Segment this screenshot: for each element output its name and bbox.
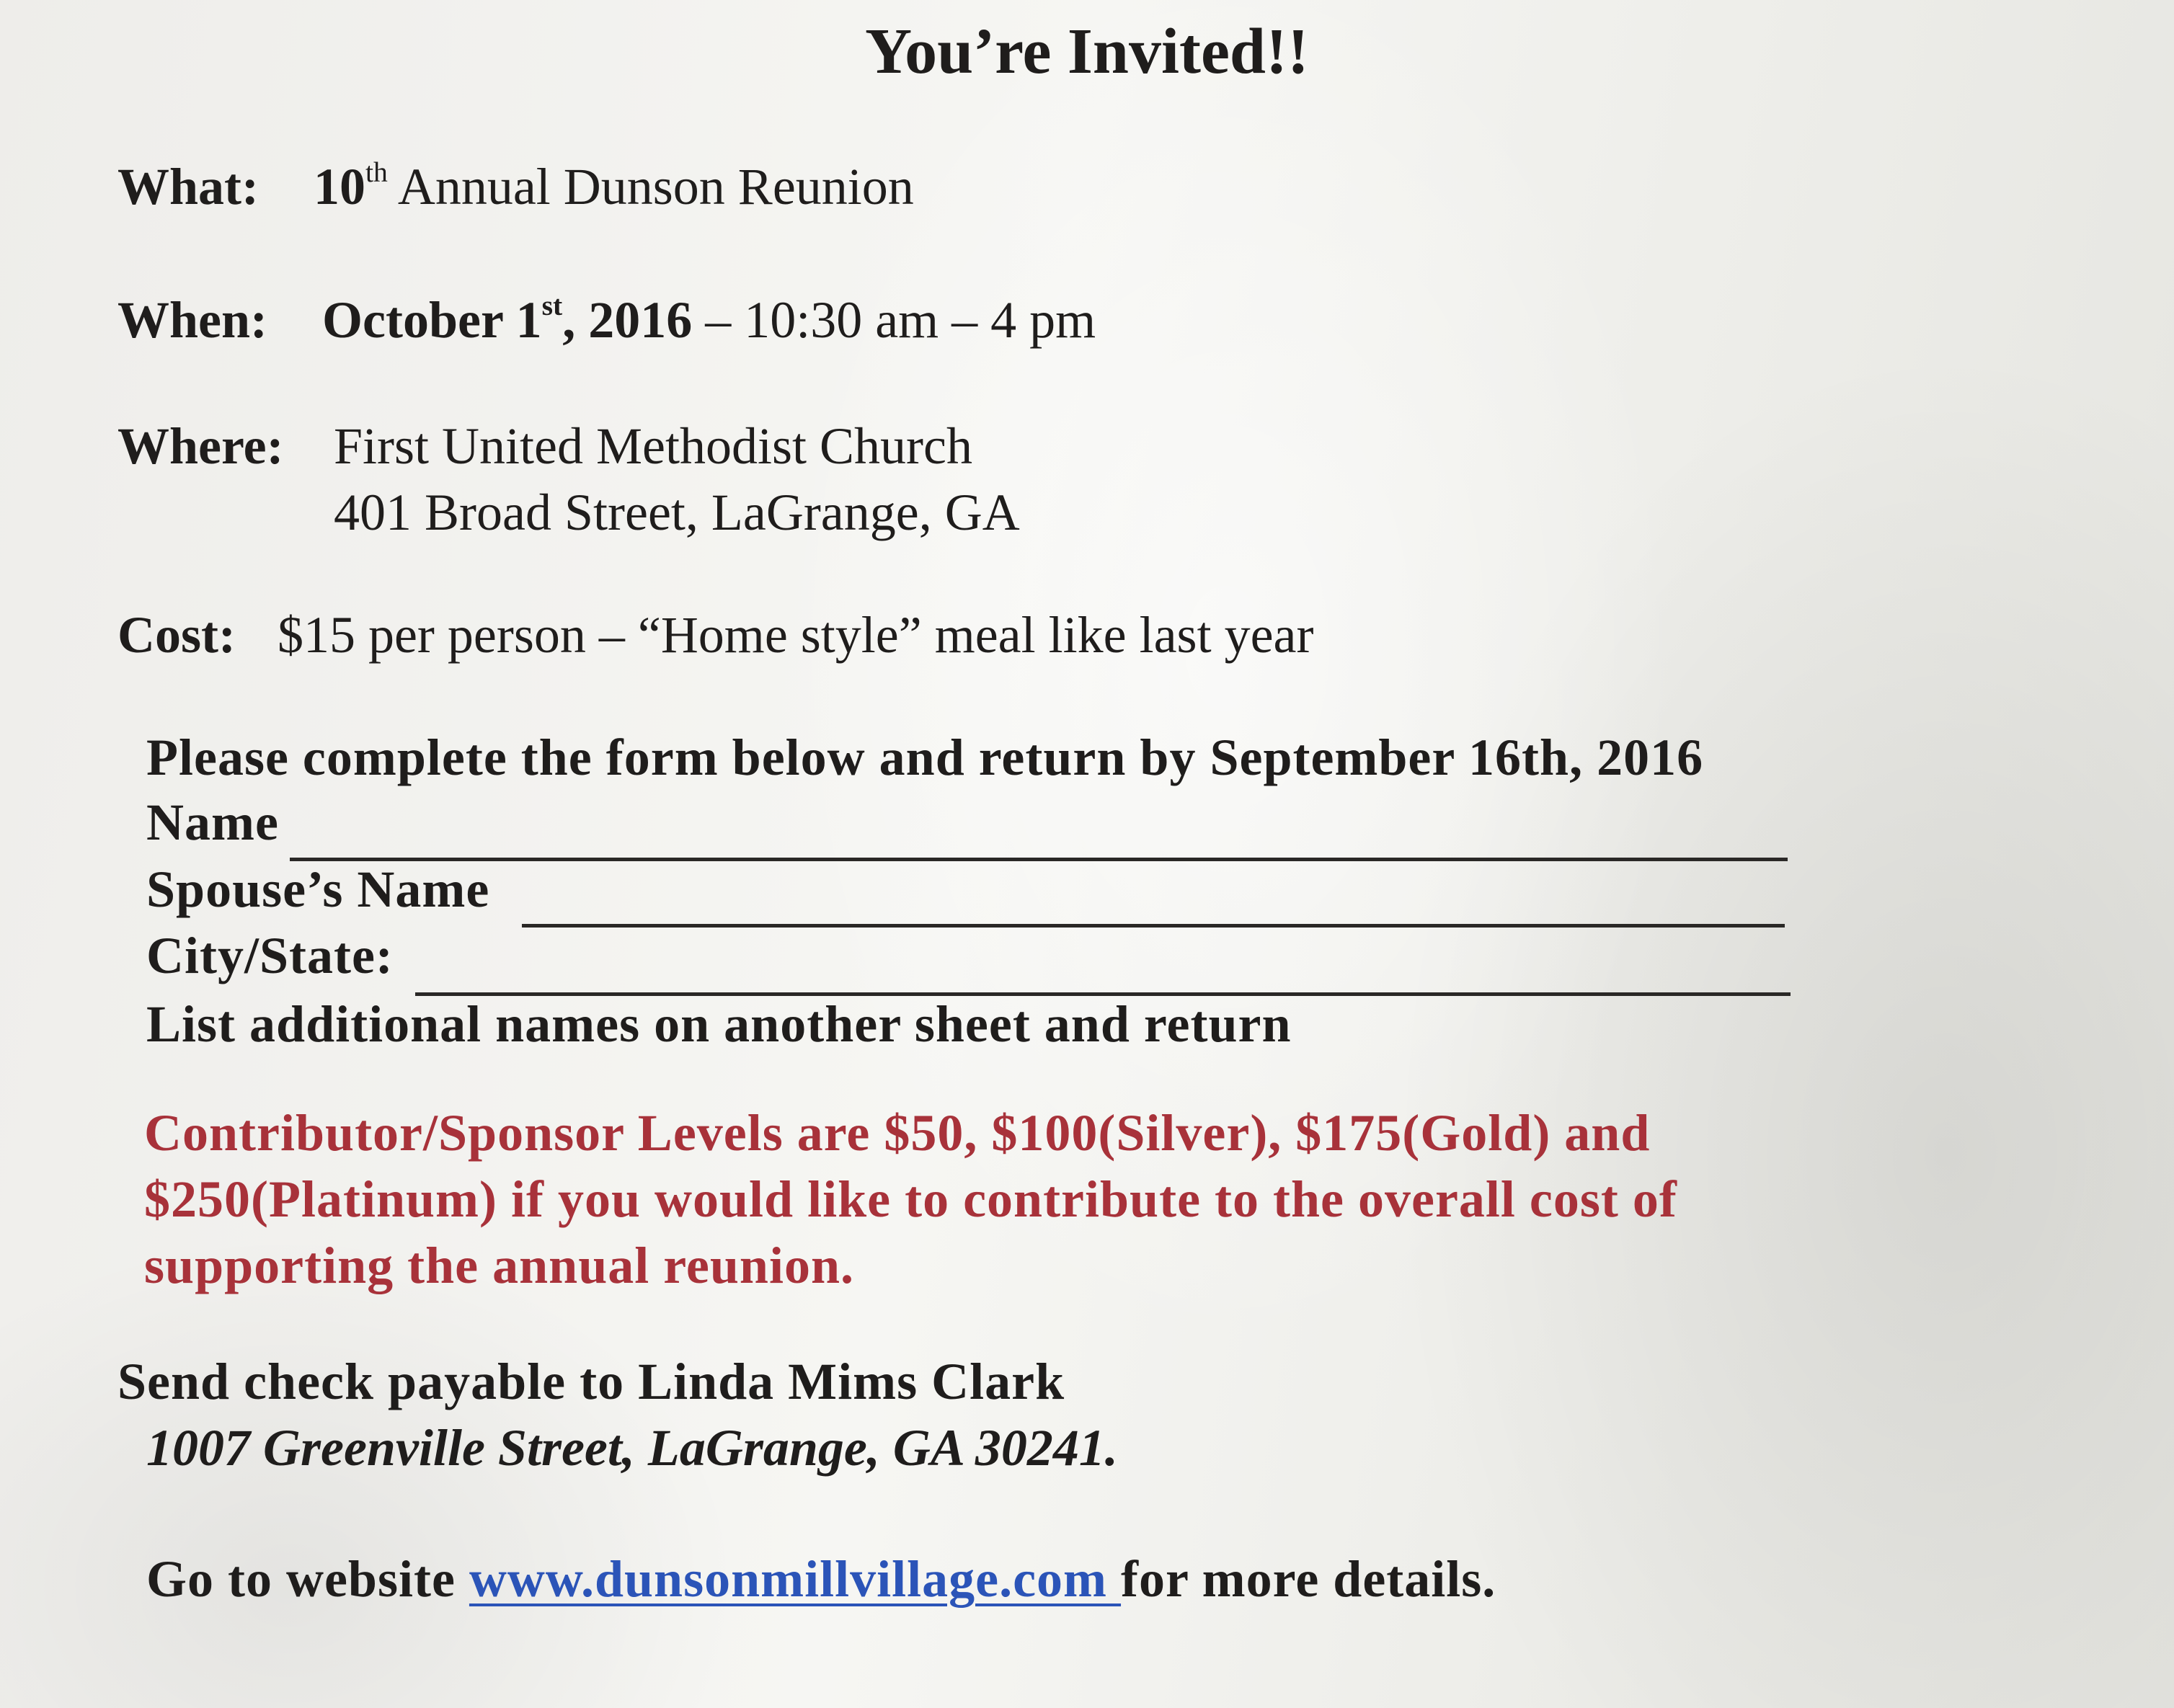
spouse-name-field[interactable] (522, 924, 1785, 928)
when-year: , 2016 (562, 291, 693, 349)
when-date-suffix: st (541, 290, 563, 322)
name-field[interactable] (290, 858, 1788, 861)
website-prefix: Go to website (146, 1550, 469, 1608)
cost-line (117, 605, 1313, 665)
where-line (117, 417, 284, 476)
what-ordinal-suffix: th (365, 156, 388, 189)
invitation-title: You’re Invited!! (865, 16, 1309, 87)
website-line (146, 1549, 1496, 1609)
form-instruction: Please complete the form below and return by September 16th, 2016 (146, 729, 1704, 786)
when-time: – 10:30 am – 4 pm (705, 291, 1096, 349)
what-line (117, 157, 914, 217)
website-suffix: for more details. (1121, 1550, 1496, 1608)
where-label: Where: (117, 417, 284, 475)
spouse-name-label: Spouse’s Name (146, 860, 490, 918)
contributor-line2: $250(Platinum) if you would like to contribute to the overall cost of (144, 1170, 1677, 1228)
when-line (117, 290, 1096, 350)
contributor-line1: Contributor/Sponsor Levels are $50, $100(Silver), $175(Gold) and (144, 1104, 1651, 1162)
when-label: When: (117, 291, 268, 349)
where-line1: First United Methodist Church (334, 417, 972, 475)
payment-line: Send check payable to Linda Mims Clark (117, 1353, 1065, 1410)
city-state-label: City/State: (146, 927, 394, 984)
payment-address: 1007 Greenville Street, LaGrange, GA 30241. (146, 1419, 1118, 1477)
what-text: Annual Dunson Reunion (397, 158, 914, 215)
name-label: Name (146, 793, 279, 851)
contributor-line3: supporting the annual reunion. (144, 1237, 854, 1294)
cost-label: Cost: (117, 606, 236, 664)
where-line2: 401 Broad Street, LaGrange, GA (334, 484, 1020, 541)
what-ordinal: 10 (314, 158, 365, 215)
additional-names-note: List additional names on another sheet and return (146, 995, 1292, 1053)
cost-text: $15 per person – “Home style” meal like last year (277, 606, 1314, 664)
what-label: What: (117, 158, 259, 215)
when-date: October 1 (322, 291, 542, 349)
website-link[interactable]: www.dunsonmillvillage.com (469, 1550, 1122, 1608)
